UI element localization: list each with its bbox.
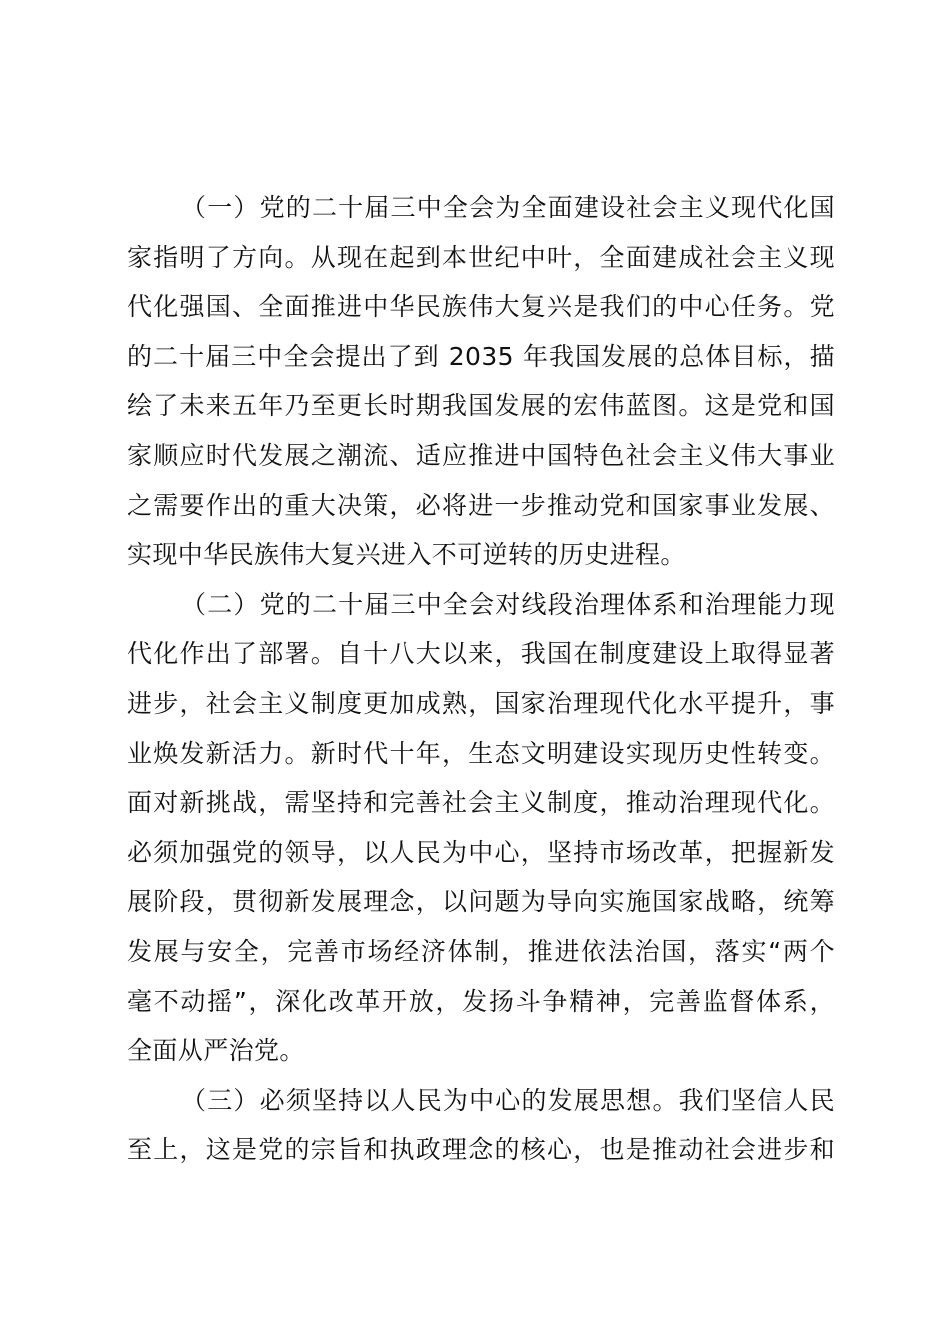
paragraph-line: 展阶段，贯彻新发展理念，以问题为导向实施国家战略，统筹 (127, 887, 835, 917)
paragraph-line: 全面从严治党。 (127, 1036, 305, 1066)
paragraph-1 (127, 183, 835, 580)
paragraph-line: 家顺应时代发展之潮流、适应推进中国特色社会主义伟大事业 (127, 440, 835, 470)
paragraph-line: 面对新挑战，需坚持和完善社会主义制度，推动治理现代化。 (127, 788, 835, 818)
paragraph-line: （一）党的二十届三中全会为全面建设社会主义现代化国 (181, 193, 835, 222)
document-body (127, 183, 835, 1175)
paragraph-line: 之需要作出的重大决策，必将进一步推动党和国家事业发展、 (127, 490, 835, 520)
paragraph-line: 业焕发新活力。新时代十年，生态文明建设实现历史性转变。 (127, 738, 835, 768)
paragraph-line: 必须加强党的领导，以人民为中心，坚持市场改革，把握新发 (127, 837, 835, 867)
paragraph-2 (127, 580, 835, 1076)
paragraph-line: 实现中华民族伟大复兴进入不可逆转的历史进程。 (127, 540, 686, 570)
paragraph-line: （二）党的二十届三中全会对线段治理体系和治理能力现 (181, 589, 835, 619)
paragraph-line: 的二十届三中全会提出了到 2035 年我国发展的总体目标，描 (127, 341, 835, 371)
paragraph-line: 代化作出了部署。自十八大以来，我国在制度建设上取得显著 (127, 639, 835, 669)
paragraph-3 (127, 1076, 835, 1175)
paragraph-line: 毫不动摇”，深化改革开放，发扬斗争精神，完善监督体系， (127, 986, 835, 1016)
paragraph-line: 代化强国、全面推进中华民族伟大复兴是我们的中心任务。党 (127, 292, 835, 322)
paragraph-line: （三）必须坚持以人民为中心的发展思想。我们坚信人民 (181, 1085, 835, 1115)
paragraph-line: 至上，这是党的宗旨和执政理念的核心，也是推动社会进步和 (127, 1135, 835, 1165)
paragraph-line: 绘了未来五年乃至更长时期我国发展的宏伟蓝图。这是党和国 (127, 391, 835, 421)
paragraph-line: 家指明了方向。从现在起到本世纪中叶，全面建成社会主义现 (127, 242, 835, 272)
paragraph-line: 进步，社会主义制度更加成熟，国家治理现代化水平提升，事 (127, 688, 835, 718)
paragraph-line: 发展与安全，完善市场经济体制，推进依法治国，落实“两个 (127, 936, 835, 966)
